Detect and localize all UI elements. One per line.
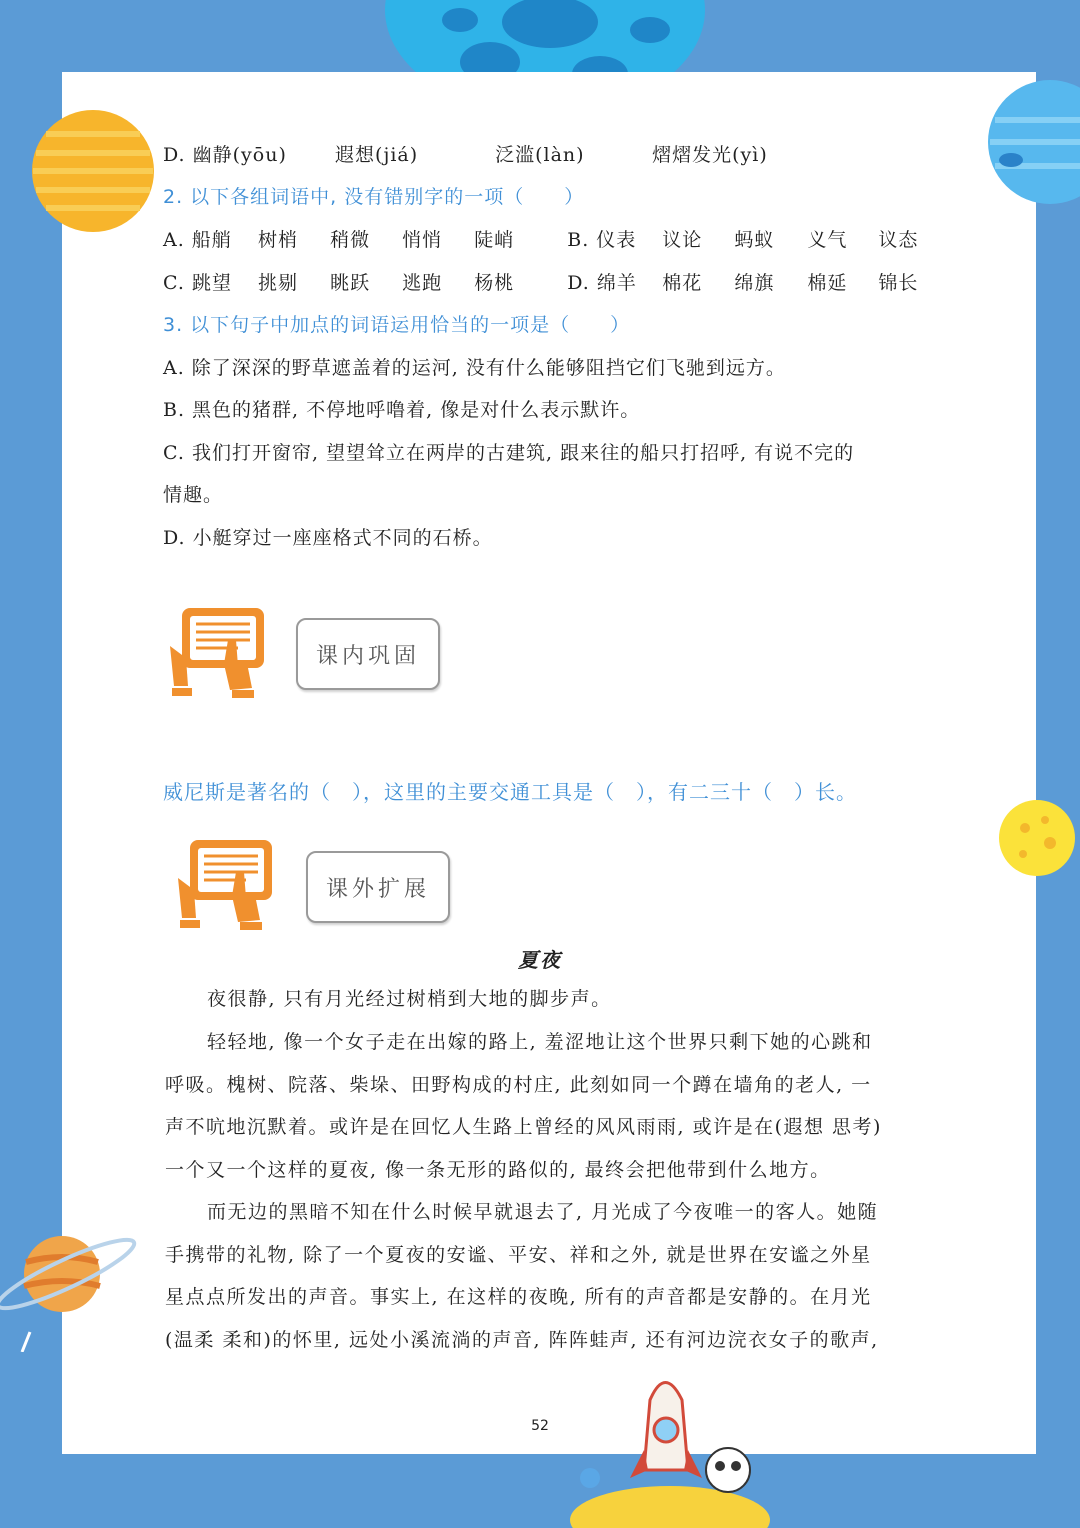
article-line: (温柔 柔和)的怀里, 远处小溪流淌的声音, 阵阵蛙声, 还有河边浣衣女子的歌声, (165, 1328, 879, 1351)
q2-option: 议论 (662, 229, 703, 251)
q2-option: 挑剔 (258, 272, 299, 294)
q2-option: C. 跳望 (163, 272, 232, 294)
q1-option-d-word-2: 遐想(jiá) (335, 144, 419, 166)
q2-row-1 (163, 225, 918, 252)
article-line: 声不吭地沉默着。或许是在回忆人生路上曾经的风风雨雨, 或许是在(遐想 思考) (165, 1116, 882, 1138)
q2-option: 陡峭 (474, 229, 515, 251)
q2-option: 悄悄 (402, 229, 443, 251)
saturn-icon (0, 1232, 140, 1352)
yellow-moon-icon (995, 798, 1080, 880)
q2-option: 逃跑 (402, 272, 443, 294)
q2-option: 棉花 (662, 272, 703, 294)
q2-option: 议态 (878, 229, 919, 251)
article-line: 轻轻地, 像一个女子走在出嫁的路上, 羞涩地让这个世界只剩下她的心跳和 (207, 1031, 873, 1053)
article-line: 夜很静, 只有月光经过树梢到大地的脚步声。 (207, 988, 612, 1010)
q2-question: 2. 以下各组词语中, 没有错别字的一项（ ） (163, 186, 585, 208)
tablet-hands-icon (168, 606, 268, 698)
q2-option: B. 仪表 (567, 229, 637, 251)
q3-option-d: D. 小艇穿过一座座格式不同的石桥。 (163, 527, 493, 549)
q2-option: A. 船艄 (163, 229, 232, 251)
article-line: 星点点所发出的声音。事实上, 在这样的夜晚, 所有的声音都是安静的。在月光 (165, 1286, 872, 1308)
section-badge-in-class-label: 课内巩固 (315, 643, 420, 669)
q2-option: 稍微 (330, 229, 371, 251)
q3-option-c-line-1: C. 我们打开窗帘, 望望耸立在两岸的古建筑, 跟来往的船只打招呼, 有说不完的 (163, 442, 855, 464)
q2-option: D. 绵羊 (567, 272, 637, 294)
section-badge-extension-label: 课外扩展 (325, 876, 430, 902)
q2-option: 眺跃 (330, 272, 371, 294)
q2-option: 锦长 (878, 272, 919, 294)
q3-option-b: B. 黑色的猪群, 不停地呼噜着, 像是对什么表示默许。 (163, 399, 641, 421)
rocket-panda-icon (560, 1370, 780, 1528)
article-line: 一个又一个这样的夏夜, 像一条无形的路似的, 最终会把他带到什么地方。 (165, 1158, 831, 1181)
q1-option-d-word-4: 熠熠发光(yì) (652, 144, 768, 166)
sun-planet-icon (30, 108, 156, 234)
q3-option-c-line-2: 情趣。 (163, 484, 224, 506)
article-line: 呼吸。槐树、院落、柴垛、田野构成的村庄, 此刻如同一个蹲在墙角的老人, 一 (165, 1073, 872, 1096)
q2-option: 绵旗 (734, 272, 775, 294)
article-title: 夏夜 (518, 948, 562, 972)
section-badge-in-class (296, 618, 440, 690)
q2-option: 杨桃 (474, 272, 515, 294)
article-line: 手携带的礼物, 除了一个夏夜的安谧、平安、祥和之外, 就是世界在安谧之外星 (165, 1243, 872, 1266)
q2-option: 蚂蚁 (734, 229, 775, 251)
q1-option-d (163, 140, 768, 167)
section-badge-extension (306, 851, 450, 923)
q1-option-d-word-1: D. 幽静(yōu) (163, 144, 287, 166)
blue-planet-icon (985, 80, 1080, 204)
article-line: 而无边的黑暗不知在什么时候早就退去了, 月光成了今夜唯一的客人。她随 (207, 1201, 879, 1223)
fill-blank-question: 威尼斯是著名的（ ），这里的主要交通工具是（ ），有二三十（ ）长。 (163, 780, 857, 804)
tablet-hands-icon (176, 838, 276, 930)
q2-row-2 (163, 268, 918, 295)
q2-option: 树梢 (258, 229, 299, 251)
q3-option-a: A. 除了深深的野草遮盖着的运河, 没有什么能够阻挡它们飞驰到远方。 (163, 357, 786, 379)
q2-option: 棉延 (807, 272, 848, 294)
article-paragraph-3 (165, 1191, 915, 1361)
article-paragraph-2 (165, 1021, 915, 1191)
page-number: 52 (531, 1418, 549, 1434)
q2-option: 义气 (807, 229, 848, 251)
q3-question: 3. 以下句子中加点的词语运用恰当的一项是（ ） (163, 314, 631, 336)
q1-option-d-word-3: 泛滥(làn) (495, 144, 585, 166)
article-paragraph-1 (165, 978, 915, 1021)
